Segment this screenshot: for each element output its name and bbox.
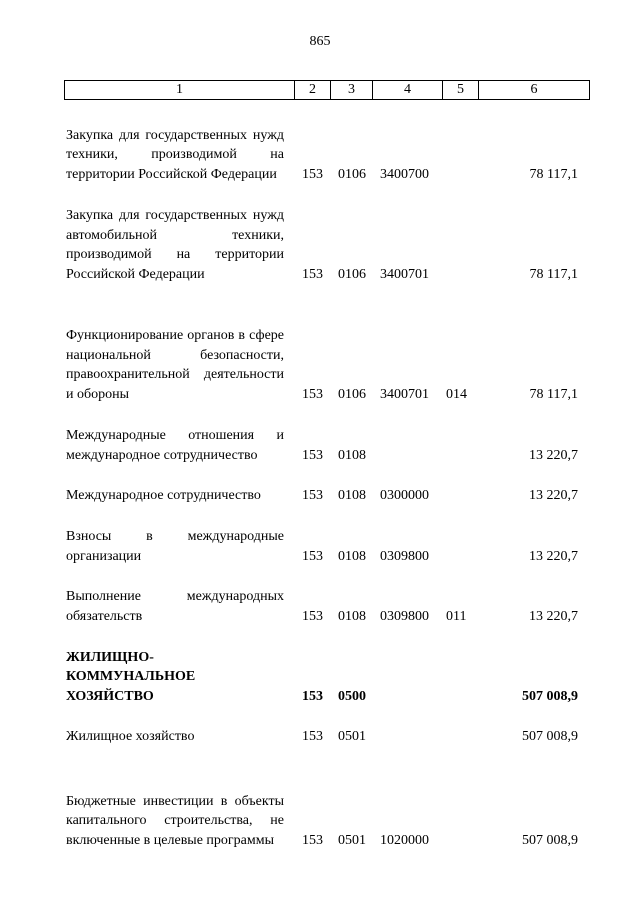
row-description: ЖИЛИЩНО-КОММУНАЛЬНОЕ ХОЗЯЙСТВО bbox=[66, 649, 196, 704]
table-row bbox=[0, 528, 640, 566]
row-code-5: 011 bbox=[446, 608, 467, 624]
row-description: Выполнение международных обязательств bbox=[66, 589, 284, 624]
row-code-3: 0500 bbox=[338, 688, 366, 704]
header-col-2: 2 bbox=[295, 81, 331, 99]
row-code-2: 153 bbox=[302, 728, 323, 744]
row-code-3: 0106 bbox=[338, 266, 366, 282]
row-amount: 507 008,9 bbox=[522, 832, 578, 848]
row-code-2: 153 bbox=[302, 548, 323, 564]
row-amount: 507 008,9 bbox=[522, 688, 578, 704]
row-code-3: 0108 bbox=[338, 447, 366, 463]
header-col-1: 1 bbox=[65, 81, 295, 99]
row-code-3: 0106 bbox=[338, 166, 366, 182]
row-code-4: 3400701 bbox=[380, 266, 429, 282]
row-amount: 13 220,7 bbox=[529, 608, 578, 624]
table-row bbox=[0, 428, 640, 465]
row-amount: 78 117,1 bbox=[529, 166, 578, 182]
row-code-2: 153 bbox=[302, 688, 323, 704]
table-row-section bbox=[0, 650, 640, 706]
row-code-2: 153 bbox=[302, 266, 323, 282]
row-code-2: 153 bbox=[302, 487, 323, 503]
row-code-3: 0501 bbox=[338, 728, 366, 744]
table-row bbox=[0, 726, 640, 746]
row-description: Бюджетные инвестиции в объекты капитального строительства, не включенные в целевые программы bbox=[66, 793, 284, 848]
header-col-4: 4 bbox=[373, 81, 443, 99]
row-description: Жилищное хозяйство bbox=[66, 728, 195, 744]
row-description: Функционирование органов в сфере национальной безопасности, правоохранительной деятельности и обороны bbox=[66, 328, 284, 402]
row-description: Взносы в международные организации bbox=[66, 529, 284, 564]
row-amount: 13 220,7 bbox=[529, 487, 578, 503]
table-row bbox=[0, 485, 640, 505]
row-code-3: 0501 bbox=[338, 832, 366, 848]
row-code-2: 153 bbox=[302, 608, 323, 624]
row-code-4: 0300000 bbox=[380, 487, 429, 503]
row-amount: 13 220,7 bbox=[529, 447, 578, 463]
header-col-5: 5 bbox=[443, 81, 479, 99]
table-row bbox=[0, 110, 640, 184]
row-code-3: 0108 bbox=[338, 608, 366, 624]
header-col-3: 3 bbox=[331, 81, 373, 99]
table-header bbox=[64, 80, 590, 100]
row-amount: 507 008,9 bbox=[522, 728, 578, 744]
row-code-2: 153 bbox=[302, 166, 323, 182]
row-code-5: 014 bbox=[446, 386, 467, 402]
row-code-4: 0309800 bbox=[380, 608, 429, 624]
row-code-3: 0106 bbox=[338, 386, 366, 402]
row-code-3: 0108 bbox=[338, 487, 366, 503]
row-description: Международное сотрудничество bbox=[66, 487, 261, 503]
table-row bbox=[0, 208, 640, 284]
row-amount: 78 117,1 bbox=[529, 266, 578, 282]
table-row bbox=[0, 308, 640, 404]
row-code-4: 0309800 bbox=[380, 548, 429, 564]
table-row bbox=[0, 774, 640, 850]
row-code-4: 3400701 bbox=[380, 386, 429, 402]
table-row bbox=[0, 588, 640, 626]
row-code-2: 153 bbox=[302, 386, 323, 402]
row-amount: 13 220,7 bbox=[529, 548, 578, 564]
row-code-4: 1020000 bbox=[380, 832, 429, 848]
page-number: 865 bbox=[309, 34, 331, 49]
row-description: Закупка для государственных нужд техники, производимой на территории Российской Федерации bbox=[66, 127, 284, 182]
row-description: Международные отношения и международное сотрудничество bbox=[66, 428, 284, 463]
header-col-6: 6 bbox=[530, 82, 538, 97]
row-code-2: 153 bbox=[302, 447, 323, 463]
row-code-3: 0108 bbox=[338, 548, 366, 564]
row-code-2: 153 bbox=[302, 832, 323, 848]
row-code-4: 3400700 bbox=[380, 166, 429, 182]
row-description: Закупка для государственных нужд автомобильной техники, производимой на территории Российской Федерации bbox=[66, 208, 284, 282]
row-amount: 78 117,1 bbox=[529, 386, 578, 402]
